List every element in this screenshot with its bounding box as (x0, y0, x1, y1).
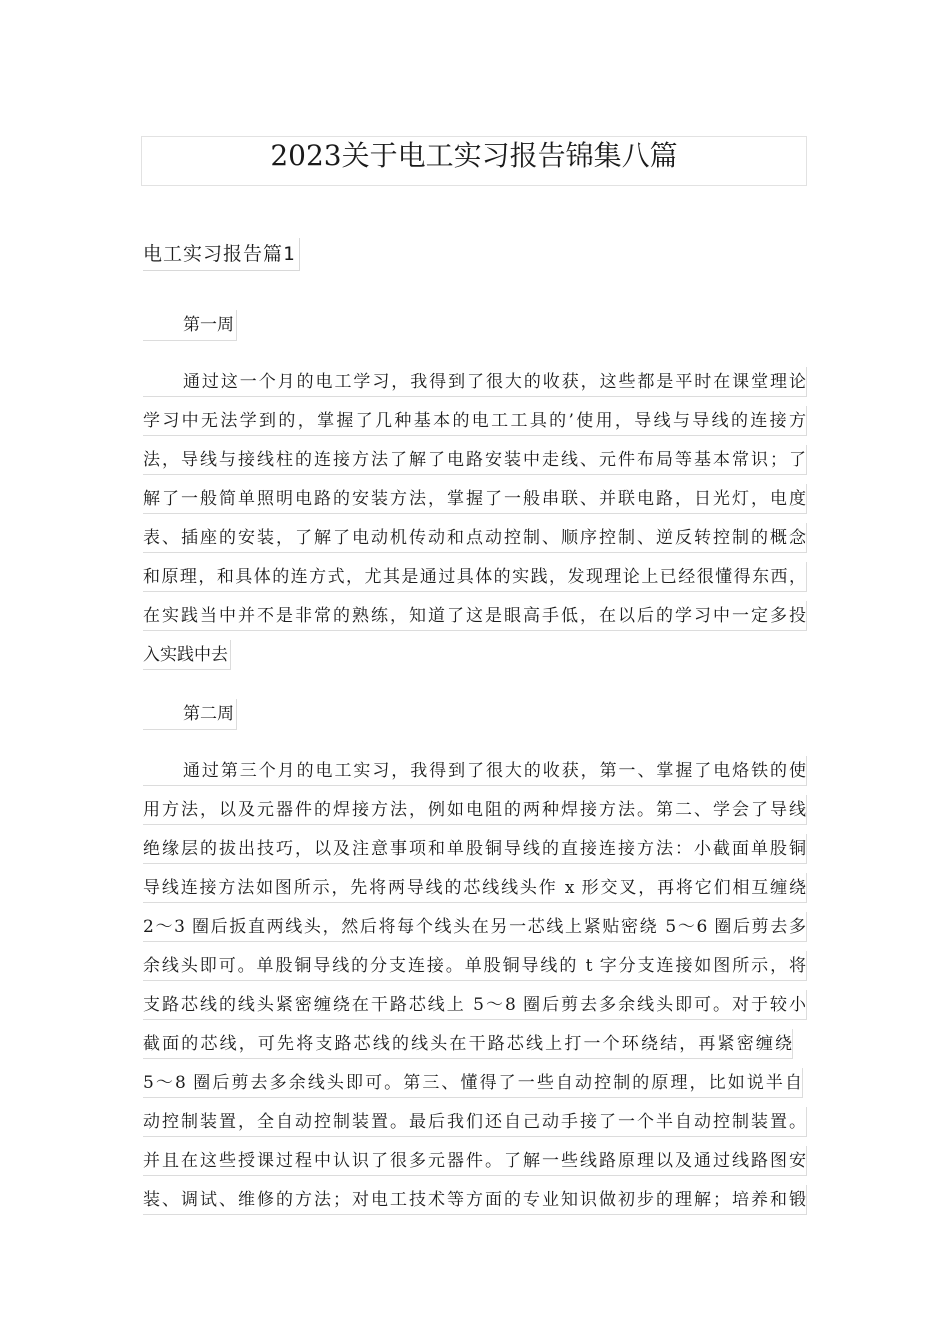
week-2-label: 第二周 (143, 699, 237, 730)
paragraph-line: 余线头即可。单股铜导线的分支连接。单股铜导线的 t 字分支连接如图所示，将 (143, 951, 807, 981)
week-1-label: 第一周 (143, 310, 237, 341)
paragraph-line: 表、插座的安装，了解了电动机传动和点动控制、顺序控制、逆反转控制的概念 (143, 523, 807, 553)
paragraph-line: 装、调试、维修的方法；对电工技术等方面的专业知识做初步的理解；培养和锻 (143, 1185, 807, 1215)
paragraph-line: 法，导线与接线柱的连接方法了解了电路安装中走线、元件布局等基本常识；了 (143, 445, 807, 475)
paragraph-line: 在实践当中并不是非常的熟练，知道了这是眼高手低，在以后的学习中一定多投 (143, 601, 807, 631)
paragraph-line: 通过这一个月的电工学习，我得到了很大的收获，这些都是平时在课堂理论 (143, 367, 807, 397)
document-title: 2023关于电工实习报告锦集八篇 (270, 139, 678, 172)
paragraph-line: 解了一般简单照明电路的安装方法，掌握了一般串联、并联电路，日光灯，电度 (143, 484, 807, 514)
paragraph-line: 支路芯线的线头紧密缠绕在干路芯线上 5～8 圈后剪去多余线头即可。对于较小 (143, 990, 807, 1020)
paragraph-line: 导线连接方法如图所示，先将两导线的芯线线头作 x 形交叉，再将它们相互缠绕 (143, 873, 807, 903)
paragraph-line: 绝缘层的拔出技巧，以及注意事项和单股铜导线的直接连接方法：小截面单股铜 (143, 834, 807, 864)
paragraph-line: 并且在这些授课过程中认识了很多元器件。了解一些线路原理以及通过线路图安 (143, 1146, 807, 1176)
paragraph-line: 动控制装置，全自动控制装置。最后我们还自己动手接了一个半自动控制装置。 (143, 1107, 807, 1137)
paragraph-line: 5～8 圈后剪去多余线头即可。第三、懂得了一些自动控制的原理，比如说半自 (143, 1068, 803, 1098)
paragraph-line: 截面的芯线，可先将支路芯线的线头在干路芯线上打一个环绕结，再紧密缠绕 (143, 1029, 793, 1059)
paragraph-line: 2～3 圈后扳直两线头，然后将每个线头在另一芯线上紧贴密绕 5～6 圈后剪去多 (143, 912, 807, 942)
paragraph-line: 和原理，和具体的连方式，尤其是通过具体的实践，发现理论上已经很懂得东西， (143, 562, 807, 592)
section-heading: 电工实习报告篇1 (143, 238, 300, 271)
paragraph-line: 入实践中去 (143, 640, 231, 670)
paragraph-line: 通过第三个月的电工实习，我得到了很大的收获，第一、掌握了电烙铁的使 (143, 756, 807, 786)
paragraph-line: 学习中无法学到的，掌握了几种基本的电工工具的’使用，导线与导线的连接方 (143, 406, 807, 436)
paragraph-line: 用方法，以及元器件的焊接方法，例如电阻的两种焊接方法。第二、学会了导线 (143, 795, 807, 825)
